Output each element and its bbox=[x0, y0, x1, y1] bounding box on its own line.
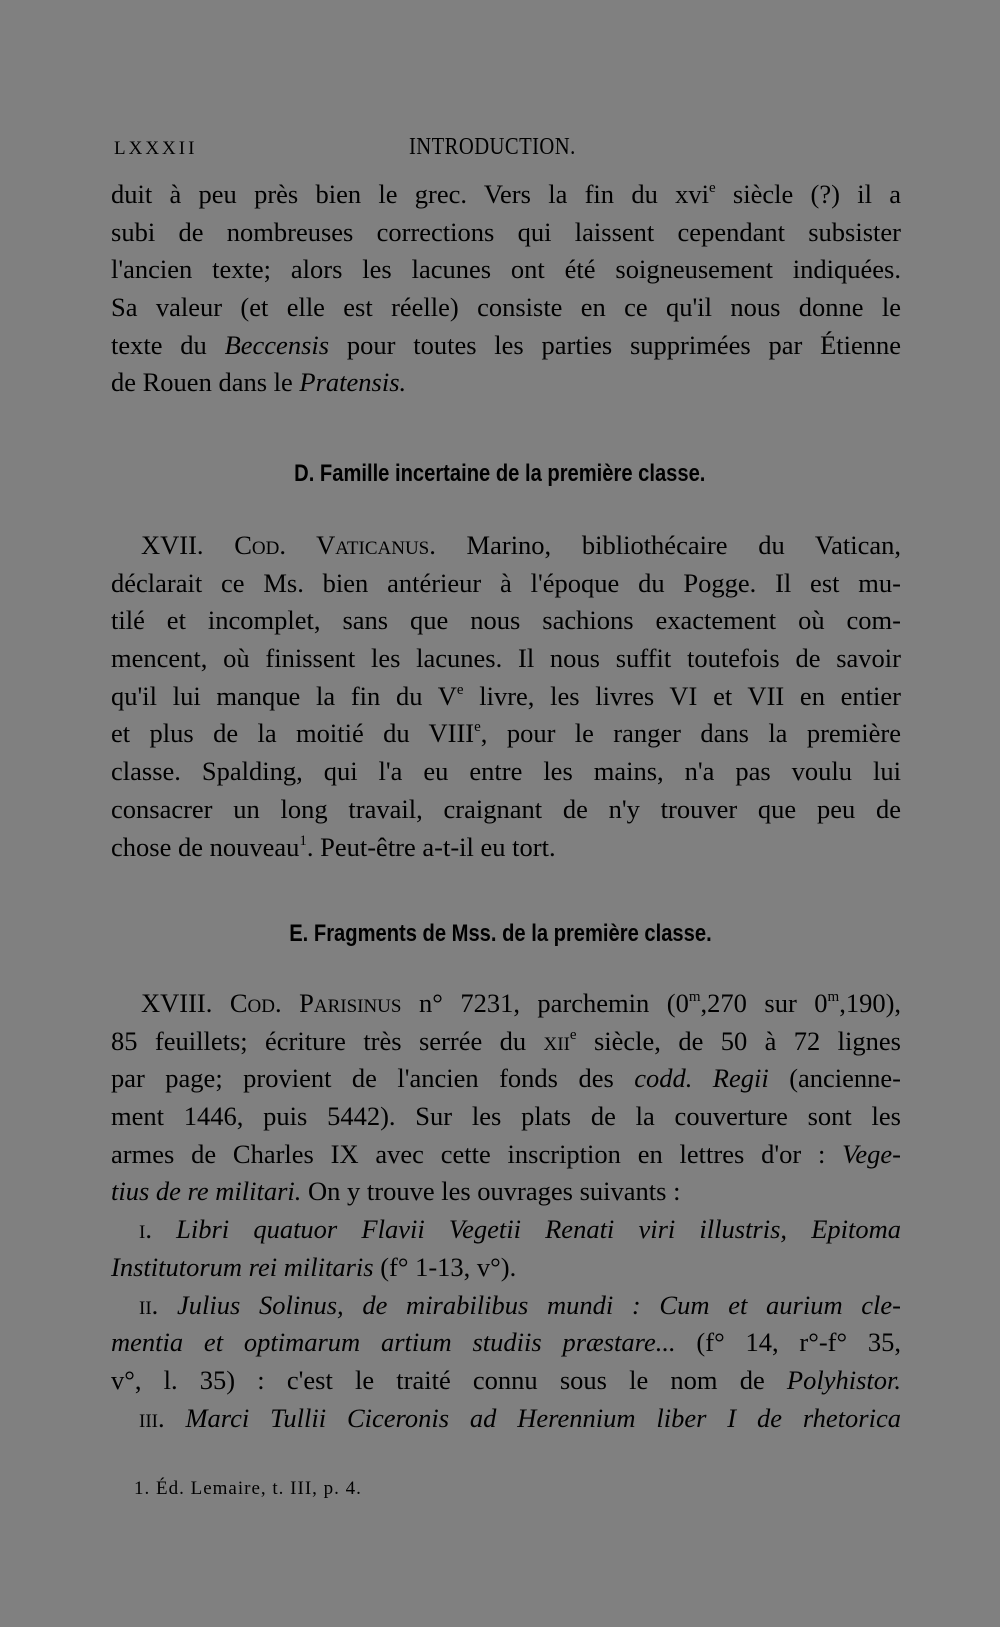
text-line: tilé et incomplet, sans que nous sachions exactement où com- bbox=[111, 605, 901, 636]
text-line: XVII. Cod. Vaticanus. Marino, bibliothécaire du Vatican, bbox=[141, 530, 901, 560]
text-line: de Rouen dans le Pratensis. bbox=[111, 367, 407, 398]
text-line: duit à peu près bien le grec. Vers la fin du xvi$^e$ siècle (?) il a bbox=[111, 179, 901, 209]
text-line: par page; provient de l'ancien fonds des codd. Regii (ancienne- bbox=[111, 1063, 901, 1094]
section-d-text bbox=[111, 527, 901, 866]
text-line: ment 1446, puis 5442). Sur les plats de la couverture sont les bbox=[111, 1101, 901, 1132]
footnote: 1. Éd. Lemaire, t. III, p. 4. bbox=[134, 1478, 362, 1499]
text-line: qu'il lui manque la fin du Ve livre, les livres VI et VII en entier bbox=[111, 680, 901, 711]
folio-number: LXXXII bbox=[114, 138, 198, 159]
text-line: v°, l. 35) : c'est le traité connu sous le nom de Polyhistor. bbox=[111, 1364, 901, 1395]
text-line: classe. Spalding, qui l'a eu entre les mains, n'a pas voulu lui bbox=[111, 756, 901, 787]
text-line: 85 feuillets; écriture très serrée du xii$^e$ siècle, de 50 à 72 lignes bbox=[111, 1025, 901, 1056]
text-line: subi de nombreuses corrections qui laissent cependant subsister bbox=[111, 216, 901, 247]
running-title: INTRODUCTION. bbox=[409, 134, 576, 160]
text-line: Institutorum rei militaris (f° 1-13, v°). bbox=[111, 1251, 517, 1282]
text-line: XVIII. Cod. Parisinus n° 7231, parchemin (0$^m$,270 sur 0$^m$,190), bbox=[141, 988, 902, 1018]
text-line: Sa valeur (et elle est réelle) consiste en ce qu'il nous donne le bbox=[111, 292, 901, 323]
section-heading-d: D. Famille incertaine de la première classe. bbox=[294, 460, 706, 487]
section-e-text bbox=[111, 985, 901, 1437]
text-line: armes de Charles IX avec cette inscription en lettres d'or : Vege- bbox=[111, 1138, 901, 1169]
text-line: consacrer un long travail, craignant de n'y trouver que peu de bbox=[111, 793, 901, 824]
text-line: chose de nouveau$^1$. Peut-être a-t-il eu tort. bbox=[111, 831, 556, 862]
section-heading-e: E. Fragments de Mss. de la première classe. bbox=[288, 920, 712, 947]
list-item: iii. Marci Tullii Ciceronis ad Herennium liber I de rhetorica bbox=[139, 1402, 901, 1433]
text-line: mencent, où finissent les lacunes. Il nous suffit toutefois de savoir bbox=[111, 643, 901, 674]
page-header bbox=[114, 134, 900, 166]
footnote-ref: 1 bbox=[299, 832, 307, 849]
list-item: i. Libri quatuor Flavii Vegetii Renati viri illustris, Epitoma bbox=[139, 1214, 902, 1245]
text-line: tius de re militari. On y trouve les ouvrages suivants : bbox=[111, 1176, 681, 1207]
text-line: texte du Beccensis pour toutes les parties supprimées par Étienne bbox=[111, 329, 902, 360]
section-c-continuation bbox=[111, 176, 901, 402]
text-line: l'ancien texte; alors les lacunes ont été soigneusement indiquées. bbox=[111, 254, 901, 285]
text-line: déclarait ce Ms. bien antérieur à l'époque du Pogge. Il est mu- bbox=[111, 567, 901, 598]
text-line: mentia et optimarum artium studiis præstare... (f° 14, r°-f° 35, bbox=[111, 1327, 901, 1358]
list-item: ii. Julius Solinus, de mirabilibus mundi : Cum et aurium cle- bbox=[139, 1289, 901, 1320]
text-line: et plus de la moitié du VIIIe, pour le ranger dans la première bbox=[111, 718, 901, 749]
